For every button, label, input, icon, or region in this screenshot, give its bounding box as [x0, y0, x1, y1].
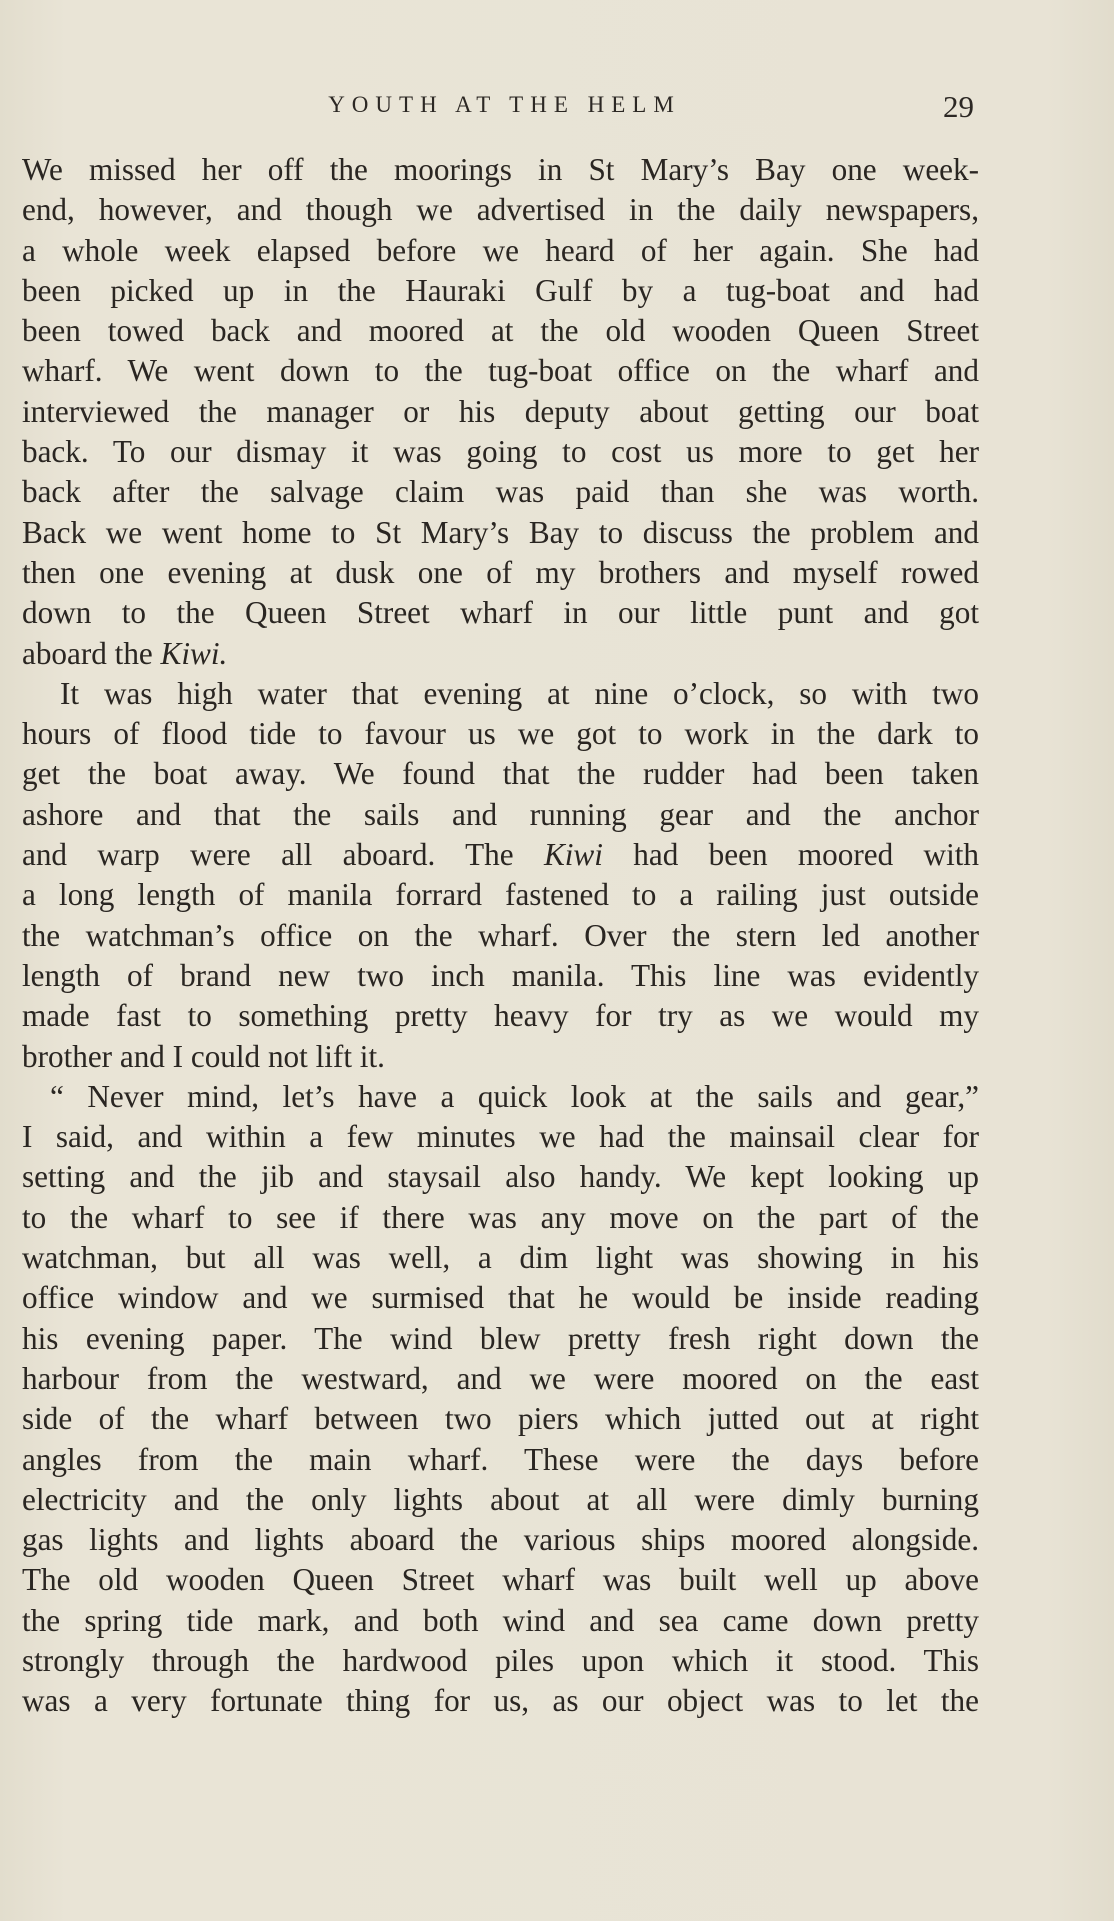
text-line: strongly through the hardwood piles upon which it stood. This [22, 1642, 979, 1678]
text-line: interviewed the manager or his deputy about getting our boat [22, 393, 979, 429]
text-line: We missed her off the moorings in St Mary’s Bay one week- [22, 152, 979, 187]
text-line: brother and I could not lift it. [22, 1038, 385, 1074]
text-line: Back we went home to St Mary’s Bay to discuss the problem and [22, 514, 979, 550]
text-line: a whole week elapsed before we heard of her again. She had [22, 232, 979, 268]
page-number: 29 [943, 89, 974, 124]
text-line: been picked up in the Hauraki Gulf by a tug-boat and had [22, 272, 979, 308]
running-head [22, 89, 977, 128]
text-line: get the boat away. We found that the rudder had been taken [22, 756, 979, 792]
text-line: electricity and the only lights about at all were dimly burning [22, 1481, 979, 1517]
text-line: end, however, and though we advertised in the daily newspapers, [22, 192, 979, 228]
text-line: made fast to something pretty heavy for try as we would my [22, 998, 979, 1034]
text-line: was a very fortunate thing for us, as our object was to let the [22, 1683, 979, 1719]
text-line: hours of flood tide to favour us we got to work in the dark to [22, 716, 979, 752]
text-line: back. To our dismay it was going to cost us more to get her [22, 434, 979, 470]
paragraph-first-line: “ Never mind, let’s have a quick look at the sails and gear,” [50, 1078, 979, 1114]
body-text [22, 150, 979, 1722]
text-line: side of the wharf between two piers which jutted out at right [22, 1401, 979, 1437]
text-line: harbour from the westward, and we were moored on the east [22, 1360, 979, 1396]
text-fragment: and warp were all aboard. The [22, 837, 514, 873]
text-line: watchman, but all was well, a dim light was showing in his [22, 1240, 979, 1276]
paragraph-first-line: It was high water that evening at nine o’clock, so with two [60, 675, 979, 711]
text-line: setting and the jib and staysail also handy. We kept looking up [22, 1159, 979, 1195]
text-line: to the wharf to see if there was any move on the part of the [22, 1199, 979, 1235]
boat-name-italic: Kiwi. [160, 635, 228, 671]
text-line [22, 835, 979, 875]
text-line: angles from the main wharf. These were the days before [22, 1441, 979, 1477]
text-line: I said, and within a few minutes we had the mainsail clear for [22, 1119, 979, 1155]
text-line: back after the salvage claim was paid than she was worth. [22, 474, 979, 510]
text-line: The old wooden Queen Street wharf was built well up above [22, 1562, 979, 1598]
text-line: the spring tide mark, and both wind and sea came down pretty [22, 1602, 979, 1638]
text-line: length of brand new two inch manila. This line was evidently [22, 957, 979, 993]
text-line: a long length of manila forrard fastened to a railing just outside [22, 877, 979, 913]
boat-name-italic: Kiwi [543, 837, 603, 873]
text-line: the watchman’s office on the wharf. Over the stern led another [22, 917, 979, 953]
text-line: office window and we surmised that he would be inside reading [22, 1280, 979, 1316]
text-fragment: had been moored with [633, 837, 979, 873]
running-title: YOUTH AT THE HELM [328, 92, 681, 117]
text-line: gas lights and lights aboard the various ships moored alongside. [22, 1522, 979, 1558]
text-line: then one evening at dusk one of my brothers and myself rowed [22, 554, 979, 590]
text-fragment: aboard the [22, 635, 153, 671]
text-line: wharf. We went down to the tug-boat office on the wharf and [22, 353, 979, 389]
text-line [22, 634, 979, 674]
text-line: his evening paper. The wind blew pretty fresh right down the [22, 1320, 979, 1356]
text-line: down to the Queen Street wharf in our little punt and got [22, 595, 979, 631]
text-line: ashore and that the sails and running gear and the anchor [22, 796, 979, 832]
text-line: been towed back and moored at the old wooden Queen Street [22, 313, 979, 349]
